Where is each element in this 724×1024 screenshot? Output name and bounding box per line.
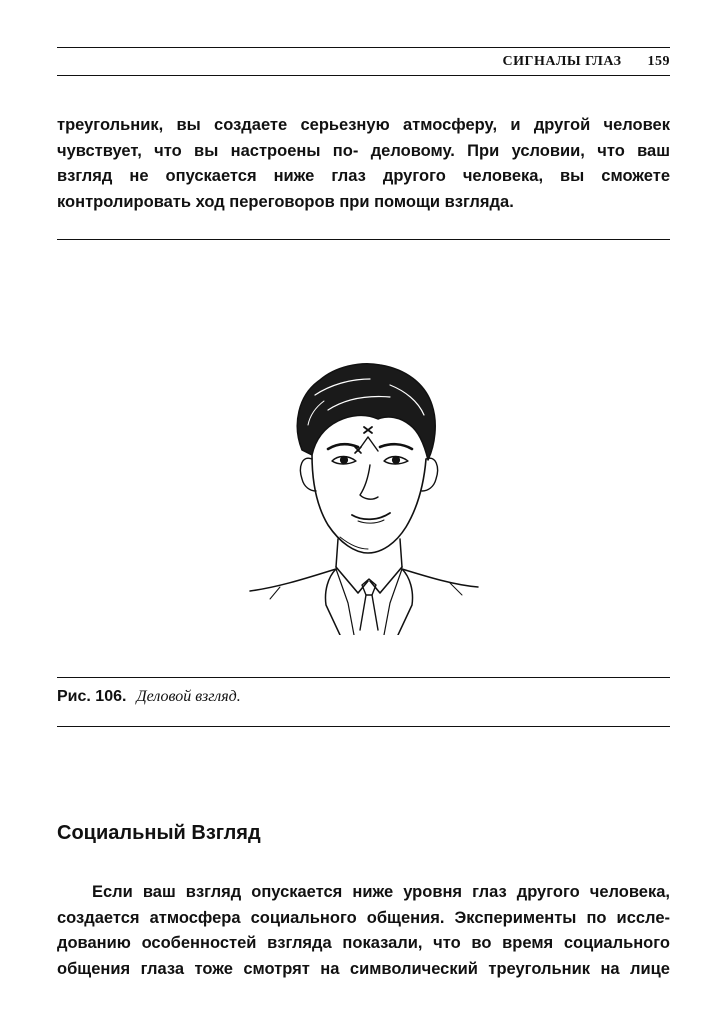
- page-number: 159: [647, 54, 670, 69]
- paragraph-line: Если ваш взгляд опускается ниже уровня глаз другого человека,: [92, 883, 670, 901]
- paragraph-line: взгляд не опускается ниже глаз другого человека, вы сможете: [57, 167, 670, 185]
- man-portrait-illustration: [240, 355, 485, 635]
- running-head: [503, 54, 670, 70]
- paragraph-line: треугольник, вы создаете серьезную атмосферу, и другой человек: [57, 116, 670, 134]
- paragraph-line: чувствует, что вы настроены по- деловому. При условии, что ваш: [57, 141, 670, 160]
- paragraph-line: контролировать ход переговоров при помощи взгляда.: [57, 192, 514, 211]
- caption-bottom-rule: [57, 726, 670, 727]
- figure-top-rule: [57, 239, 670, 240]
- caption-label: Рис. 106.: [57, 688, 127, 705]
- figure-caption: [57, 688, 241, 706]
- caption-text: Деловой взгляд.: [136, 688, 241, 705]
- header-bottom-rule: [57, 75, 670, 76]
- running-head-title: СИГНАЛЫ ГЛАЗ: [502, 54, 622, 69]
- header-top-rule: [57, 47, 670, 48]
- section-paragraph: [57, 880, 670, 982]
- paragraph-line: общения глаза тоже смотрят на символический треугольник на лице: [57, 959, 670, 978]
- section-heading: Социальный Взгляд: [57, 822, 261, 844]
- paragraph-line: создается атмосфера социального общения. Эксперименты по иссле-: [57, 908, 670, 927]
- paragraph-line: дованию особенностей взгляда показали, что во время социального: [57, 934, 670, 952]
- caption-top-rule: [57, 677, 670, 678]
- intro-paragraph: [57, 113, 670, 215]
